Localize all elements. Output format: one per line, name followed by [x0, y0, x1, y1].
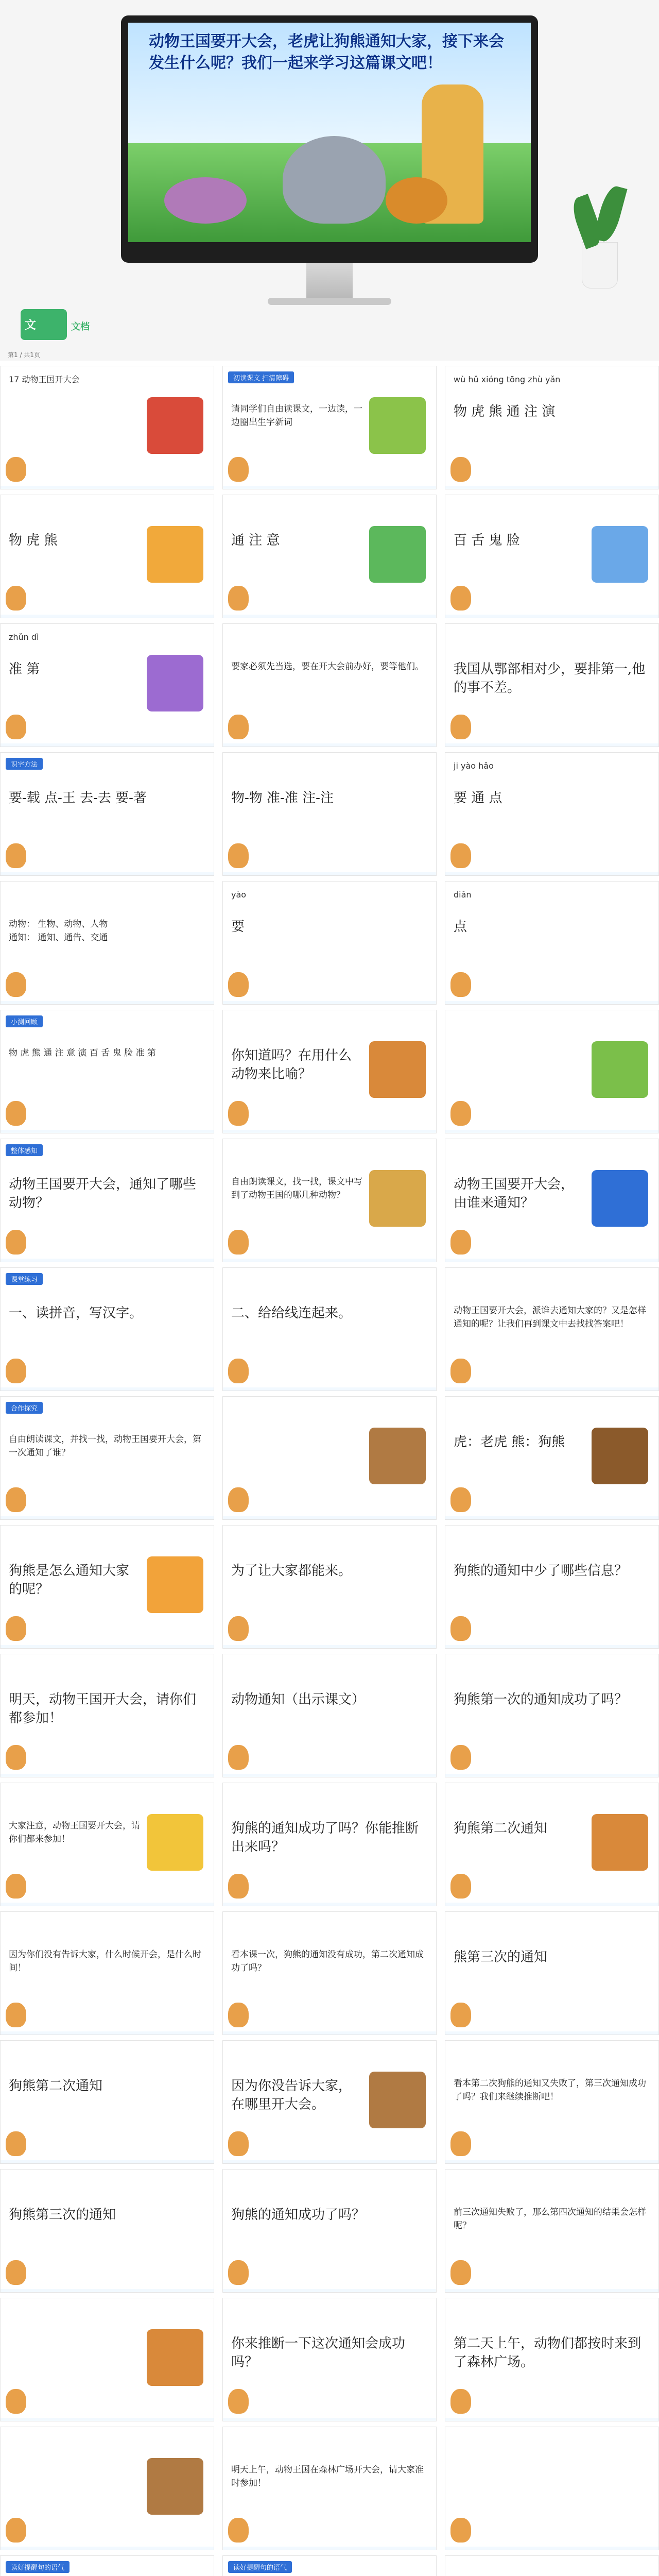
slide-body: 二、给给线连起来。 [231, 1306, 352, 1321]
slide [222, 1010, 437, 1133]
slide-footer-decoration [445, 2547, 658, 2550]
mascot-icon [228, 2389, 249, 2414]
mascot-icon [228, 843, 249, 868]
mascot-icon [6, 1230, 26, 1255]
story-intro-text: 动物王国要开大会，老虎让狗熊通知大家，接下来会发生什么呢？我们一起来学习这篇课文吧！ [149, 32, 504, 72]
slide-body: 因为你们没有告诉大家，什么时候开会，是什么时间！ [9, 1950, 201, 1973]
slide [445, 2427, 659, 2550]
slide-footer-decoration [445, 2160, 658, 2163]
mascot-icon [450, 2260, 471, 2285]
slide-footer-decoration [445, 486, 658, 489]
slide-footer-decoration [1, 2418, 214, 2421]
slide [445, 1654, 659, 1777]
mascot-icon [6, 2131, 26, 2156]
mascot-icon [228, 2003, 249, 2027]
slide-footer-decoration [445, 872, 658, 875]
slide [0, 1267, 214, 1391]
slide-illustration [369, 526, 426, 583]
slide [0, 2298, 214, 2421]
slide-body: 虎：老虎 熊：狗熊 [454, 1434, 565, 1450]
slide-footer-decoration [445, 615, 658, 618]
slide-footer-decoration [223, 615, 436, 618]
mascot-icon [450, 1101, 471, 1126]
slide-body: 狗熊第一次的通知成功了吗？ [454, 1692, 628, 1707]
slide-footer-decoration [223, 2031, 436, 2035]
slide-illustration [147, 1814, 203, 1871]
mascot-icon [450, 1616, 471, 1641]
slide-body: 你来推断一下这次通知会成功吗？ [231, 2336, 406, 2370]
monitor-stand [306, 263, 353, 299]
slide-footer-decoration [445, 1903, 658, 1906]
hippo-illustration [164, 177, 247, 224]
mascot-icon [450, 1487, 471, 1512]
slide-body: 因为你没告诉大家，在哪里开大会。 [231, 2078, 352, 2112]
page-caption: 第1 / 共1页 [8, 351, 40, 359]
slide-footer-decoration [1, 1387, 214, 1391]
slide-body: 物 虎 熊 通 注 意 演 百 舌 鬼 脸 准 第 [9, 1048, 156, 1058]
slide-body: 物 虎 熊 通 注 演 [454, 404, 556, 419]
mascot-icon [6, 586, 26, 611]
slide-body: 狗熊的通知中少了哪些信息？ [454, 1563, 628, 1579]
slide [445, 495, 659, 618]
slide-footer-decoration [1, 1259, 214, 1262]
mascot-icon [6, 843, 26, 868]
slide [0, 1396, 214, 1520]
slide [0, 881, 214, 1005]
slide-tag: 整体感知 [6, 1144, 43, 1156]
slide-illustration [147, 397, 203, 454]
mascot-icon [6, 2518, 26, 2543]
slide-illustration [592, 1428, 648, 1484]
slide-title: 17 动物王国开大会 [9, 375, 80, 384]
slide-footer-decoration [1, 872, 214, 875]
monitor-screen [128, 23, 531, 242]
mascot-icon [6, 1874, 26, 1899]
mascot-icon [6, 2389, 26, 2414]
mascot-icon [6, 715, 26, 739]
slide [0, 2040, 214, 2164]
slide [222, 881, 437, 1005]
slide-body: 动物王国要开大会，通知了哪些动物？ [9, 1177, 197, 1211]
slide [445, 2555, 659, 2576]
mascot-icon [228, 457, 249, 482]
slide-body: 为了让大家都能来。 [231, 1563, 352, 1579]
slide-illustration [369, 397, 426, 454]
slide [0, 623, 214, 747]
slide-body: 动物通知（出示课文） [231, 1692, 366, 1707]
slide-footer-decoration [223, 1130, 436, 1133]
slide-tag: 小测回顾 [6, 1015, 43, 1027]
slide-body: 动物王国要开大会，派谁去通知大家的？又是怎样通知的呢？让我们再到课文中去找找答案吧！ [454, 1306, 646, 1329]
mascot-icon [6, 457, 26, 482]
mascot-icon [450, 2389, 471, 2414]
slide-footer-decoration [1, 1645, 214, 1648]
slide [222, 1267, 437, 1391]
slide [222, 1911, 437, 2035]
slide [445, 623, 659, 747]
slide-illustration [147, 2458, 203, 2515]
slide-footer-decoration [1, 1903, 214, 1906]
slide-body: 狗熊第二次通知 [454, 1821, 548, 1836]
slide-body: 熊第三次的通知 [454, 1950, 548, 1965]
slide-body: 看本课一次，狗熊的通知没有成功，第二次通知成功了吗？ [231, 1950, 424, 1973]
slide-body: 点 [454, 919, 467, 935]
mascot-icon [450, 2003, 471, 2027]
slide [445, 1010, 659, 1133]
slide-illustration [147, 1556, 203, 1613]
slide-illustration [369, 2072, 426, 2128]
mascot-icon [6, 972, 26, 997]
slide-footer-decoration [223, 2547, 436, 2550]
slide-tag: 读好提醒句的语气 [6, 2561, 70, 2573]
slide-body: 狗熊的通知成功了吗？ [231, 2207, 366, 2223]
slide-illustration [369, 1170, 426, 1227]
mascot-icon [228, 2260, 249, 2285]
slide [445, 881, 659, 1005]
slide [0, 1654, 214, 1777]
slide-body: 狗熊第二次通知 [9, 2078, 103, 2094]
slide-footer-decoration [445, 2418, 658, 2421]
slide-tag: 课堂练习 [6, 1273, 43, 1285]
slide [445, 2040, 659, 2164]
logo-label: 文档 [71, 321, 90, 332]
mascot-icon [6, 1616, 26, 1641]
mascot-icon [6, 1101, 26, 1126]
slide-footer-decoration [445, 1516, 658, 1519]
slide [222, 1783, 437, 1906]
slide-illustration [592, 1170, 648, 1227]
slide-tag: 初读课文 扫清障碍 [228, 371, 294, 383]
slide-body: 通 注 意 [231, 533, 280, 548]
slide-title: ji yào hǎo [454, 761, 494, 771]
slide-body: 要-载 点-王 去-去 要-著 [9, 790, 147, 806]
mascot-icon [6, 2260, 26, 2285]
slide-footer-decoration [223, 2160, 436, 2163]
mascot-icon [450, 1359, 471, 1383]
slide-footer-decoration [1, 1130, 214, 1133]
slide-footer-decoration [445, 1774, 658, 1777]
slide-illustration [147, 655, 203, 711]
slide-body: 狗熊第三次的通知 [9, 2207, 116, 2223]
slide-body: 请同学们自由读课文，一边读，一边圈出生字新词 [231, 404, 362, 428]
slide [0, 752, 214, 876]
slide-footer-decoration [1, 1516, 214, 1519]
mascot-icon [228, 1101, 249, 1126]
slide [222, 366, 437, 489]
slide-body: 要 通 点 [454, 790, 502, 806]
slide-footer-decoration [223, 2418, 436, 2421]
plant-pot [582, 242, 618, 289]
slide-body: 准 第 [9, 662, 40, 677]
slide-illustration [592, 1041, 648, 1098]
slide [222, 2298, 437, 2421]
slide [0, 495, 214, 618]
mascot-icon [450, 1230, 471, 1255]
slide-footer-decoration [1, 615, 214, 618]
slide-title: wù hǔ xióng tōng zhù yǎn [454, 375, 561, 384]
slide [0, 2427, 214, 2550]
slide-title: zhǔn dì [9, 632, 39, 642]
slide [0, 366, 214, 489]
mascot-icon [228, 2131, 249, 2156]
slide-footer-decoration [1, 2160, 214, 2163]
slide [222, 1654, 437, 1777]
slide-footer-decoration [1, 743, 214, 747]
slide-tag: 合作探究 [6, 1402, 43, 1414]
elephant-illustration [283, 136, 386, 224]
mascot-icon [228, 715, 249, 739]
mascot-icon [6, 1359, 26, 1383]
slide-footer-decoration [223, 1516, 436, 1519]
slide-body: 大家注意，动物王国要开大会，请你们都来参加！ [9, 1821, 140, 1844]
slide [222, 2555, 437, 2576]
slide [222, 752, 437, 876]
slide [445, 2169, 659, 2293]
slide-footer-decoration [445, 2031, 658, 2035]
slide-title: diǎn [454, 890, 472, 900]
slide-footer-decoration [223, 872, 436, 875]
mascot-icon [228, 1745, 249, 1770]
slide-footer-decoration [1, 1001, 214, 1004]
mascot-icon [6, 1487, 26, 1512]
mascot-icon [450, 1874, 471, 1899]
mascot-icon [228, 586, 249, 611]
mascot-icon [450, 972, 471, 997]
slide-footer-decoration [223, 1645, 436, 1648]
slide-illustration [369, 1428, 426, 1484]
slide-footer-decoration [445, 2289, 658, 2292]
slide-body: 明天，动物王国开大会，请你们都参加！ [9, 1692, 197, 1726]
slide-footer-decoration [445, 1130, 658, 1133]
slide [0, 2555, 214, 2576]
slide-illustration [369, 1041, 426, 1098]
monitor-base [268, 298, 391, 305]
mascot-icon [228, 1874, 249, 1899]
slide-body: 你知道吗？在用什么动物来比喻？ [231, 1048, 352, 1082]
mascot-icon [450, 2518, 471, 2543]
slide-footer-decoration [1, 2547, 214, 2550]
slide [0, 1911, 214, 2035]
mascot-icon [450, 1745, 471, 1770]
slide [0, 1783, 214, 1906]
slide-body: 百 舌 鬼 脸 [454, 533, 520, 548]
mascot-icon [228, 972, 249, 997]
plant-leaf [593, 184, 627, 244]
slide-body: 动物： 生物、动物、人物 通知： 通知、通告、交通 [9, 919, 108, 943]
slide-illustration [147, 526, 203, 583]
mascot-icon [6, 1745, 26, 1770]
slide-body: 我国从鄂部相对少，要排第一,他的事不差。 [454, 662, 646, 696]
slide-footer-decoration [445, 743, 658, 747]
slide-body: 物 虎 熊 [9, 533, 58, 548]
mascot-icon [450, 715, 471, 739]
slide [445, 1396, 659, 1520]
slide-body: 明天上午，动物王国在森林广场开大会，请大家准时参加！ [231, 2465, 424, 2488]
slide-footer-decoration [223, 743, 436, 747]
slide-body: 第二天上午，动物们都按时来到了森林广场。 [454, 2336, 641, 2370]
slide-footer-decoration [223, 1387, 436, 1391]
mascot-icon [450, 586, 471, 611]
slide [222, 1139, 437, 1262]
slide-title: yào [231, 890, 247, 900]
slide-footer-decoration [1, 1774, 214, 1777]
slide-body: 狗熊的通知成功了吗？你能推断出来吗？ [231, 1821, 419, 1855]
slide [0, 1010, 214, 1133]
mascot-icon [228, 1616, 249, 1641]
slide-footer-decoration [223, 486, 436, 489]
slide-footer-decoration [223, 1903, 436, 1906]
slide-body: 要家必须先当选，要在开大会前办好，要等他们。 [231, 662, 424, 672]
mascot-icon [228, 1359, 249, 1383]
slide-body: 狗熊是怎么通知大家的呢？ [9, 1563, 130, 1597]
slide [445, 1267, 659, 1391]
mascot-icon [228, 1230, 249, 1255]
slide [445, 1911, 659, 2035]
slide-body: 一、读拼音，写汉字。 [9, 1306, 143, 1321]
mascot-icon [450, 457, 471, 482]
mascot-icon [228, 2518, 249, 2543]
slide [445, 2298, 659, 2421]
slide-tag: 识字方法 [6, 758, 43, 770]
slide-body: 物-物 准-准 注-注 [231, 790, 334, 806]
slide-illustration [592, 1814, 648, 1871]
monitor-frame [121, 15, 538, 263]
slide [222, 2427, 437, 2550]
slide-footer-decoration [1, 2289, 214, 2292]
slide-footer-decoration [445, 1645, 658, 1648]
slide-body: 自由朗读课文，并找一找，动物王国要开大会，第一次通知了谁？ [9, 1434, 201, 1458]
mascot-icon [228, 1487, 249, 1512]
slide-body: 自由朗读课文，找一找，课文中写到了动物王国的哪几种动物？ [231, 1177, 362, 1200]
slide-body: 要 [231, 919, 245, 935]
slide [222, 495, 437, 618]
logo: 文 [21, 309, 67, 340]
mascot-icon [450, 843, 471, 868]
slide-footer-decoration [223, 1259, 436, 1262]
slide-tag: 读好提醒句的语气 [228, 2561, 292, 2573]
mascot-icon [6, 2003, 26, 2027]
slide [445, 1783, 659, 1906]
slide [222, 2169, 437, 2293]
slide-footer-decoration [445, 1387, 658, 1391]
slide [222, 623, 437, 747]
slide [222, 1525, 437, 1649]
hero-section [0, 0, 659, 361]
lion-illustration [386, 177, 447, 224]
slide-footer-decoration [445, 1001, 658, 1004]
slide [0, 1139, 214, 1262]
slide [445, 1525, 659, 1649]
slide [222, 1396, 437, 1520]
slide-footer-decoration [223, 2289, 436, 2292]
slide [0, 2169, 214, 2293]
mascot-icon [450, 2131, 471, 2156]
slide [222, 2040, 437, 2164]
slide [445, 366, 659, 489]
slide [0, 1525, 214, 1649]
slide-footer-decoration [1, 486, 214, 489]
slide-illustration [592, 526, 648, 583]
slide [445, 1139, 659, 1262]
slide-body: 看本第二次狗熊的通知又失败了，第三次通知成功了吗？我们来继续推断吧！ [454, 2078, 646, 2102]
slide-body: 动物王国要开大会，由谁来通知？ [454, 1177, 575, 1211]
slide-illustration [147, 2329, 203, 2386]
slide-footer-decoration [223, 1001, 436, 1004]
slide-footer-decoration [223, 1774, 436, 1777]
slide-footer-decoration [445, 1259, 658, 1262]
slide-footer-decoration [1, 2031, 214, 2035]
slide-body: 前三次通知失败了，那么第四次通知的结果会怎样呢？ [454, 2207, 646, 2231]
slide [445, 752, 659, 876]
